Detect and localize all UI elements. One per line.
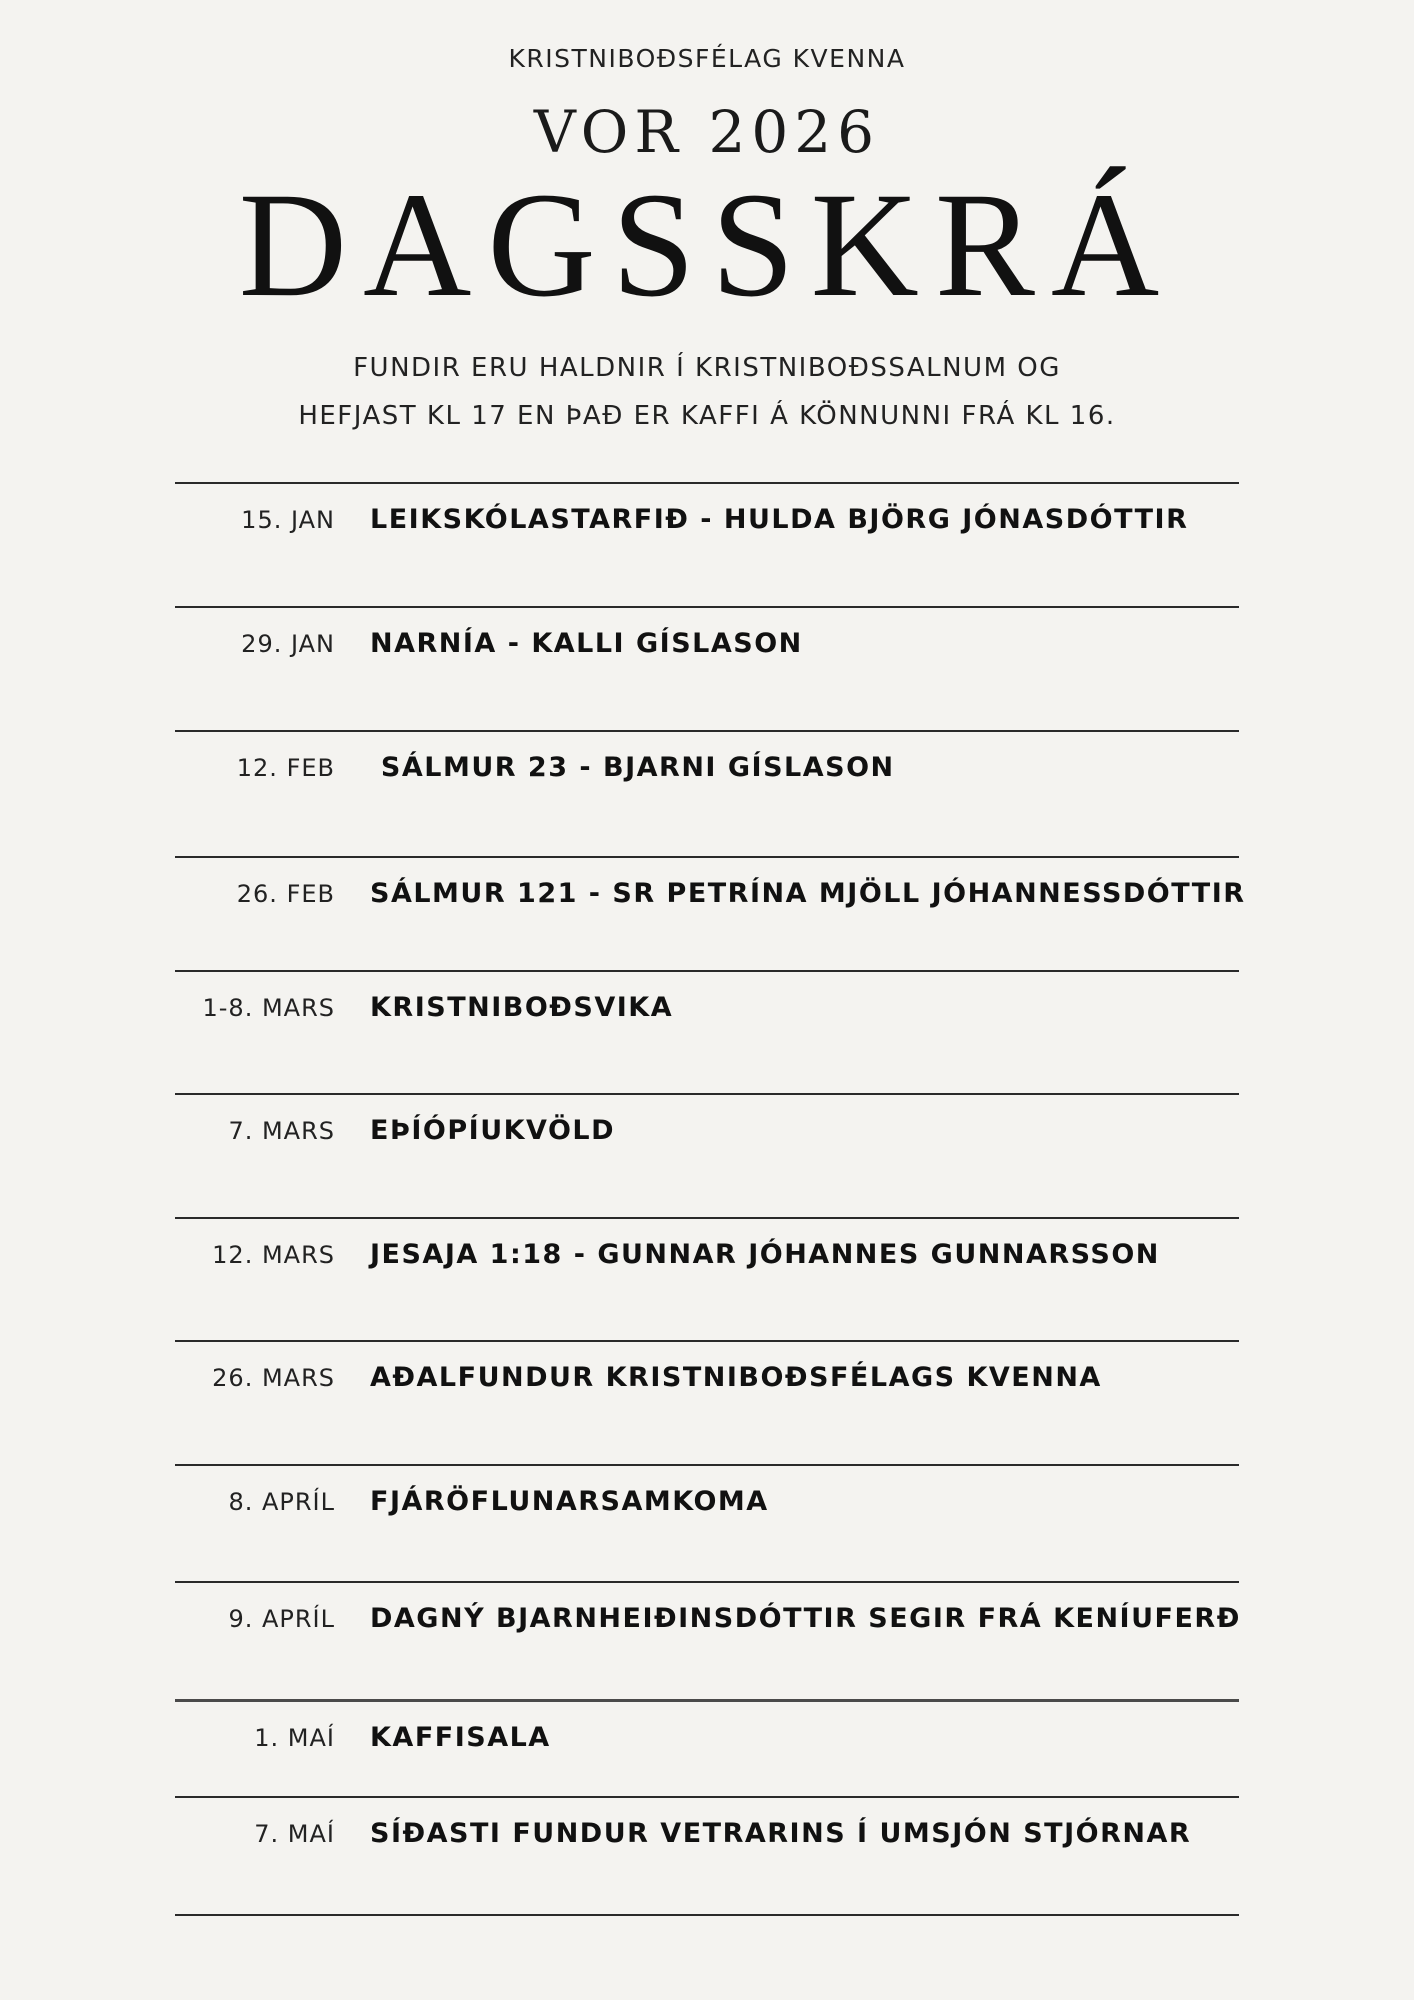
intro-text [0, 344, 1414, 440]
schedule-event: JESAJA 1:18 - GUNNAR JÓHANNES GUNNARSSON [370, 1239, 1160, 1270]
schedule-event: EÞÍÓPÍUKVÖLD [370, 1115, 616, 1146]
schedule-date: 1-8. MARS [202, 994, 335, 1022]
schedule-date: 12. MARS [212, 1241, 335, 1269]
schedule-date: 12. FEB [236, 754, 335, 782]
schedule-row [175, 1581, 1239, 1699]
page-title: DAGSSKRÁ [238, 162, 1176, 328]
schedule-event: FJÁRÖFLUNARSAMKOMA [370, 1486, 769, 1517]
schedule-row [175, 1699, 1239, 1796]
schedule-row [175, 1217, 1239, 1340]
schedule-table [175, 482, 1246, 1916]
schedule-event: DAGNÝ BJARNHEIÐINSDÓTTIR SEGIR FRÁ KENÍUFERÐ [370, 1603, 1241, 1634]
schedule-row [175, 856, 1246, 970]
schedule-date: 9. APRÍL [228, 1605, 335, 1633]
schedule-event: AÐALFUNDUR KRISTNIBOÐSFÉLAGS KVENNA [370, 1362, 1102, 1393]
schedule-row [175, 1796, 1239, 1914]
schedule-date: 26. FEB [236, 880, 335, 908]
schedule-date: 26. MARS [212, 1364, 335, 1392]
intro-line-1: FUNDIR ERU HALDNIR Í KRISTNIBOÐSSALNUM OG [353, 353, 1061, 383]
schedule-date: 8. APRÍL [228, 1488, 335, 1516]
schedule-event: KRISTNIBOÐSVIKA [370, 992, 674, 1023]
intro-line-2: HEFJAST KL 17 EN ÞAÐ ER KAFFI Á KÖNNUNNI FRÁ KL 16. [298, 401, 1116, 431]
schedule-date: 7. MAÍ [254, 1820, 335, 1848]
schedule-event: NARNÍA - KALLI GÍSLASON [370, 628, 803, 659]
schedule-row [175, 482, 1239, 606]
schedule-event: SÍÐASTI FUNDUR VETRARINS Í UMSJÓN STJÓRNAR [370, 1818, 1192, 1849]
schedule-row [175, 970, 1239, 1093]
schedule-date: 29. JAN [241, 630, 335, 658]
schedule-row [175, 1464, 1239, 1581]
schedule-row [175, 1340, 1239, 1464]
schedule-row [175, 1093, 1239, 1217]
organization-name: KRISTNIBOÐSFÉLAG KVENNA [508, 44, 906, 73]
schedule-row [175, 730, 1239, 856]
schedule-event: LEIKSKÓLASTARFIÐ - HULDA BJÖRG JÓNASDÓTTIR [370, 504, 1189, 535]
schedule-event: SÁLMUR 121 - SR PETRÍNA MJÖLL JÓHANNESSDÓTTIR [370, 878, 1246, 909]
schedule-date: 7. MARS [228, 1117, 335, 1145]
schedule-date: 1. MAÍ [254, 1724, 335, 1752]
schedule-date: 15. JAN [241, 506, 335, 534]
schedule-event: SÁLMUR 23 - BJARNI GÍSLASON [370, 752, 895, 783]
schedule-event: KAFFISALA [370, 1722, 551, 1753]
season-label: VOR 2026 [533, 98, 881, 166]
schedule-row [175, 606, 1239, 730]
schedule-bottom-rule [175, 1914, 1239, 1916]
